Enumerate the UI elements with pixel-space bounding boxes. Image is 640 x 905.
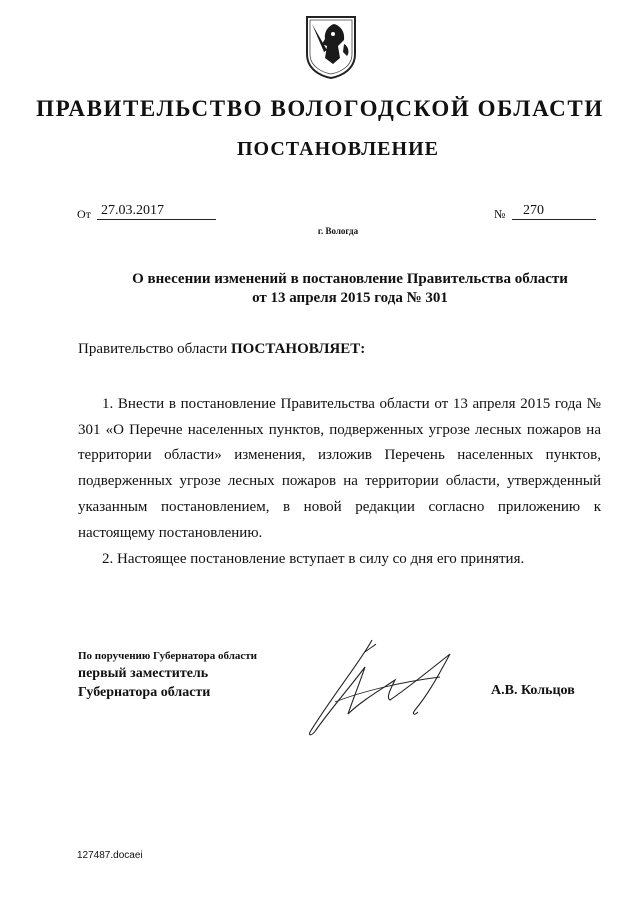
preamble-text: Правительство области: [78, 341, 231, 357]
subject-line-1: О внесении изменений в постановление Правительства области: [132, 271, 568, 287]
paragraph-2: 2. Настоящее постановление вступает в силу со дня его принятия.: [102, 551, 525, 567]
city-label: г. Вологда: [317, 226, 359, 236]
signatory-line-1: По поручению Губернатора области: [78, 650, 258, 662]
document-number: 270: [512, 203, 596, 220]
document-subject: [60, 270, 640, 308]
subject-line-2: от 13 апреля 2015 года № 301: [252, 290, 448, 306]
document-date: 27.03.2017: [97, 203, 216, 220]
signer-name: А.В. Кольцов: [491, 683, 575, 698]
organization-title: ПРАВИТЕЛЬСТВО ВОЛОГОДСКОЙ ОБЛАСТИ: [36, 96, 604, 121]
date-prefix-label: От: [77, 207, 91, 221]
paragraph-1: 1. Внести в постановление Правительства области от 13 апреля 2015 года № 301 «О Перечне населенных пунктов, подверженных угрозе лесных пожаров на территории области» изменения, изложив Перечень населенных пунктов, подверженных угрозе лесных пожаров на территории области, утвержденный указанным постановлением, в новой редакции согласно приложению к настоящему постановлению.: [78, 396, 601, 541]
signatory-position: [78, 648, 257, 702]
coat-of-arms-emblem: [304, 14, 358, 80]
number-prefix-label: №: [494, 207, 506, 221]
file-reference: 127487.docaei: [77, 850, 143, 861]
preamble: [78, 341, 365, 358]
handwritten-signature: [290, 632, 480, 742]
signatory-line-2: первый заместитель: [78, 666, 209, 681]
document-type: ПОСТАНОВЛЕНИЕ: [237, 138, 439, 160]
preamble-resolves: ПОСТАНОВЛЯЕТ:: [230, 341, 366, 357]
signatory-line-3: Губернатора области: [78, 685, 211, 700]
